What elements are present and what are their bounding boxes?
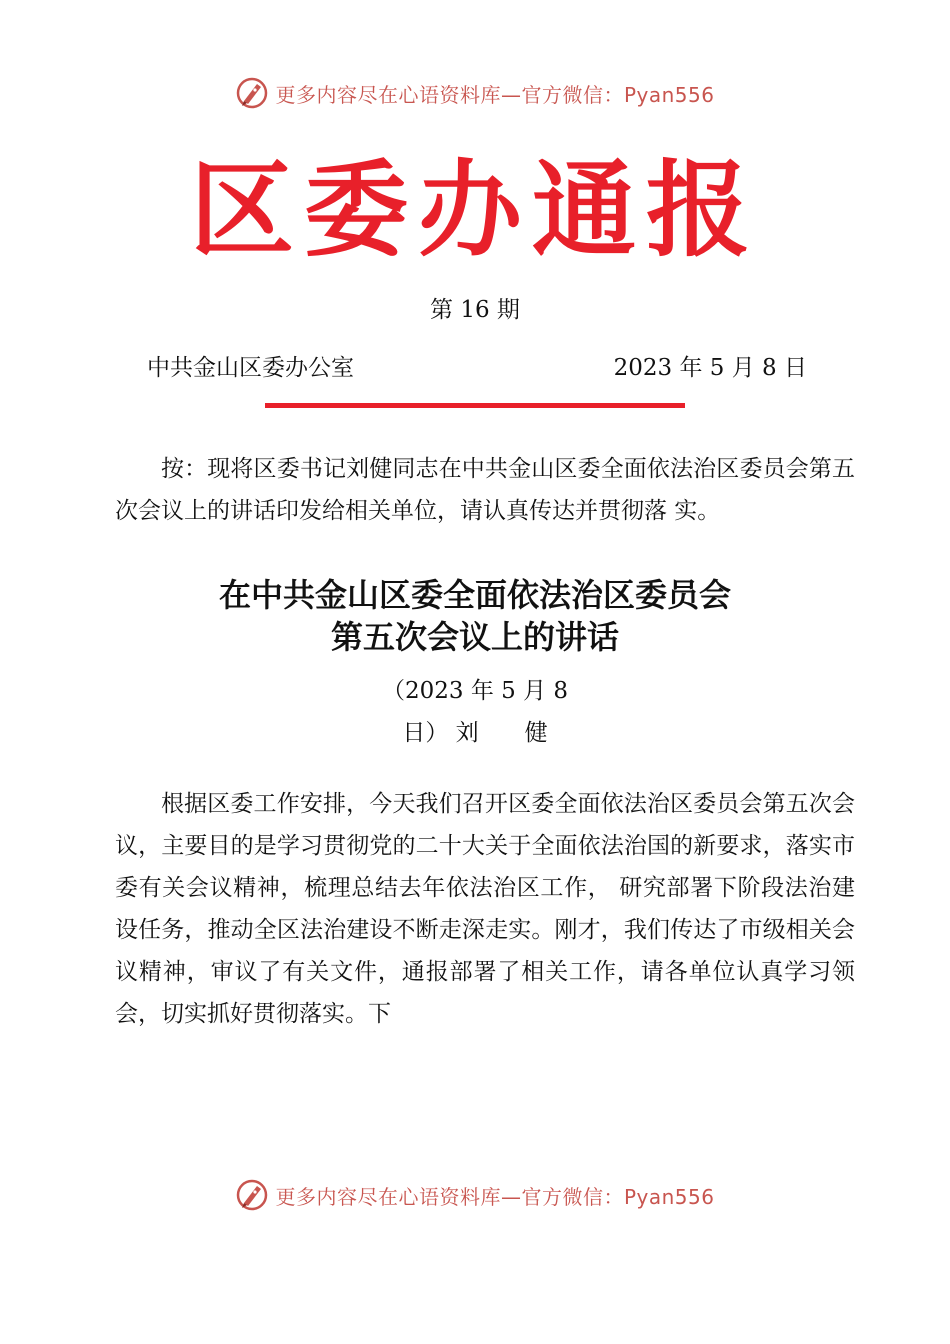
watermark-footer <box>0 1175 950 1215</box>
watermark-header <box>0 73 950 113</box>
issuer-row <box>147 352 807 384</box>
speaker-name: 日） 刘 健 <box>402 720 548 746</box>
issue-number: 第 16 期 <box>430 297 520 323</box>
speech-date: （2023 年 5 月 8 <box>381 678 569 704</box>
red-divider <box>265 403 685 408</box>
issue-date: 2023 年 5 月 8 日 <box>613 355 807 381</box>
speech-title-line-2: 第五次会议上的讲话 <box>330 618 619 656</box>
speech-body: 根据区委工作安排，今天我们召开区委全面依法治区委员会第五次会议，主要目的是学习贯彻党的二十大关于全面依法治国的新要求，落实市委有关会议精神，梳理总结去年依法治区工作， 研究部署下阶段法治建设任务，推动全区法治建设不断走深走实。刚才，我们传达了市级相关会议精神，审议了有关文件，通报部署了相关工作，请各单位认真学习领会，切实抓好贯彻落实。下 <box>115 791 855 1027</box>
speech-title <box>0 574 950 658</box>
watermark-text: 更多内容尽在心语资料库—官方微信：Pyan556 <box>275 82 715 107</box>
watermark-text: 更多内容尽在心语资料库—官方微信：Pyan556 <box>275 1184 715 1209</box>
masthead-title: 区委办通报 <box>189 148 760 271</box>
issuer-name: 中共金山区委办公室 <box>147 355 354 381</box>
speech-title-line-1: 在中共金山区委全面依法治区委员会 <box>218 576 731 614</box>
fountain-pen-icon <box>235 76 269 110</box>
editor-note: 按：现将区委书记刘健同志在中共金山区委全面依法治区委员会第五次会议上的讲话印发给相关单位，请认真传达并贯彻落 实。 <box>115 456 855 524</box>
fountain-pen-icon <box>235 1178 269 1212</box>
